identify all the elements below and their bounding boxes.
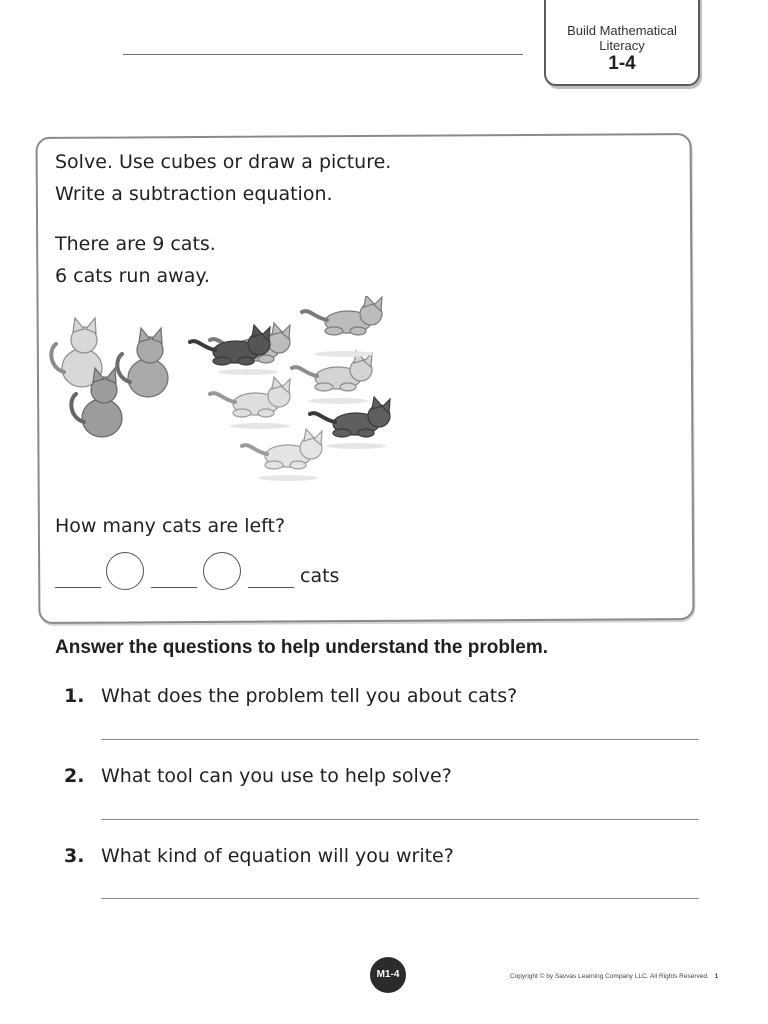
cat-running-6 bbox=[210, 377, 290, 417]
cat-sitting-2 bbox=[117, 328, 168, 397]
lesson-number: 1-4 bbox=[608, 53, 636, 74]
question-2-number: 2. bbox=[64, 765, 85, 787]
question-1-answer-line[interactable] bbox=[101, 739, 699, 740]
operator-circle-2[interactable] bbox=[203, 552, 241, 590]
answer-blank-3[interactable] bbox=[248, 587, 294, 588]
name-line bbox=[123, 54, 523, 55]
copyright-line bbox=[510, 973, 718, 980]
answer-unit: cats bbox=[300, 565, 340, 587]
instruction-line-1: Solve. Use cubes or draw a picture. bbox=[55, 151, 392, 173]
page-badge: M1-4 bbox=[370, 957, 406, 993]
cat-running-5 bbox=[292, 351, 372, 391]
question-3-text: What kind of equation will you write? bbox=[101, 845, 454, 867]
answer-blank-1[interactable] bbox=[55, 587, 101, 588]
lesson-tab-title bbox=[546, 23, 698, 53]
question-2-answer-line[interactable] bbox=[101, 819, 699, 820]
instruction-line-2: Write a subtraction equation. bbox=[55, 183, 333, 205]
question-2-text: What tool can you use to help solve? bbox=[101, 765, 452, 787]
story-line-1: There are 9 cats. bbox=[55, 233, 216, 255]
lesson-tab bbox=[544, 0, 700, 86]
question-text: How many cats are left? bbox=[55, 515, 286, 537]
question-3-answer-line[interactable] bbox=[101, 898, 699, 899]
lesson-tab-title-line2: Literacy bbox=[599, 38, 645, 53]
cat-running-9 bbox=[302, 296, 382, 335]
question-1-text: What does the problem tell you about cats? bbox=[101, 685, 518, 707]
cats-illustration bbox=[48, 296, 398, 488]
operator-circle-1[interactable] bbox=[106, 552, 144, 590]
story-line-2: 6 cats run away. bbox=[55, 265, 210, 287]
lesson-tab-title-line1: Build Mathematical bbox=[567, 23, 677, 38]
understanding-heading: Answer the questions to help understand the problem. bbox=[55, 637, 548, 658]
page-number: 1 bbox=[714, 973, 719, 980]
copyright-text: Copyright © by Savvas Learning Company LLC. All Rights Reserved. bbox=[510, 973, 709, 980]
question-1-number: 1. bbox=[64, 685, 85, 707]
question-3-number: 3. bbox=[64, 845, 85, 867]
answer-blank-2[interactable] bbox=[151, 587, 197, 588]
cat-running-8 bbox=[242, 429, 322, 469]
